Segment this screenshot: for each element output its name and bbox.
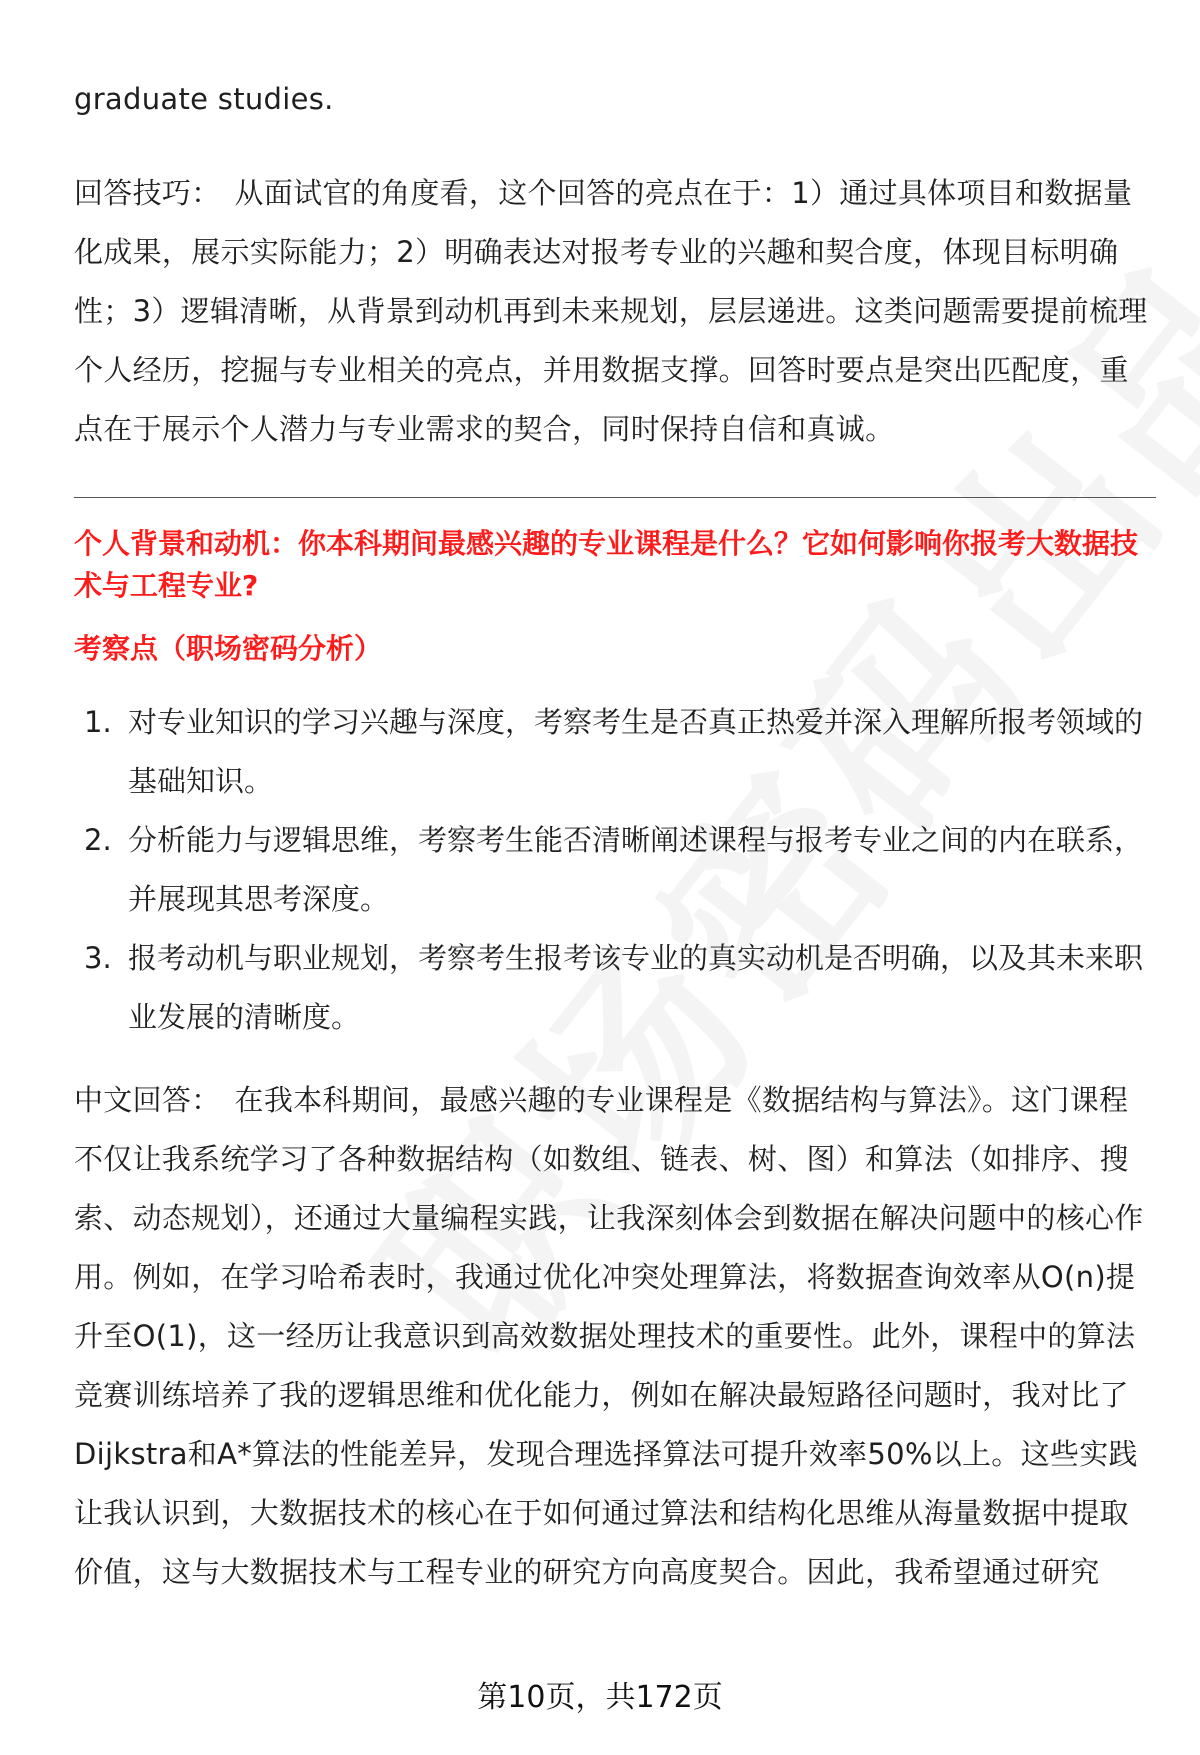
question-heading: 个人背景和动机：你本科期间最感兴趣的专业课程是什么？它如何影响你报考大数据技术与工程专业? [74, 527, 1139, 602]
list-item [74, 693, 1154, 811]
chinese-answer-text: 在我本科期间，最感兴趣的专业课程是《数据结构与算法》。这门课程不仅让我系统学习了各种数据结构（如数组、链表、树、图）和算法（如排序、搜索、动态规划），还通过大量编程实践，让我深刻体会到数据在解决问题中的核心作用。例如，在学习哈希表时，我通过优化冲突处理算法，将数据查询效率从O(n)提升至O(1)，这一经历让我意识到高效数据处理技术的重要性。此外，课程中的算法竞赛训练培养了我的逻辑思维和优化能力，例如在解决最短路径问题时，我对比了Dijkstra和A*算法的性能差异，发现合理选择算法可提升效率50%以上。这些实践让我认识到，大数据技术的核心在于如何通过算法和结构化思维从海量数据中提取价值，这与大数据技术与工程专业的研究方向高度契合。因此，我希望通过研究 [74, 1083, 1144, 1589]
exam-points-heading: 考察点（职场密码分析） [74, 632, 383, 665]
list-item-number: 1. [84, 705, 112, 739]
list-item-text: 报考动机与职业规划，考察考生报考该专业的真实动机是否明确，以及其未来职业发展的清晰度。 [128, 941, 1144, 1034]
chinese-answer-paragraph [74, 1071, 1154, 1602]
list-item [74, 811, 1154, 929]
answer-tips-label: 回答技巧： [74, 176, 221, 210]
exam-points-list [74, 693, 1154, 1047]
answer-tips-paragraph [74, 164, 1154, 459]
page-content [74, 70, 1154, 1602]
chinese-answer-label: 中文回答： [74, 1083, 221, 1117]
answer-tips-text: 从面试官的角度看，这个回答的亮点在于：1）通过具体项目和数据量化成果，展示实际能力；2）明确表达对报考专业的兴趣和契合度，体现目标明确性；3）逻辑清晰，从背景到动机再到未来规划，层层递进。这类问题需要提前梳理个人经历，挖掘与专业相关的亮点，并用数据支撑。回答时要点是突出匹配度，重点在于展示个人潜力与专业需求的契合，同时保持自信和真诚。 [74, 176, 1148, 446]
list-item [74, 929, 1154, 1047]
list-item-number: 2. [84, 823, 112, 857]
list-item-number: 3. [84, 941, 112, 975]
list-item-text: 对专业知识的学习兴趣与深度，考察考生是否真正热爱并深入理解所报考领域的基础知识。 [128, 705, 1144, 798]
list-item-text: 分析能力与逻辑思维，考察考生能否清晰阐述课程与报考专业之间的内在联系，并展现其思考深度。 [128, 823, 1144, 916]
section-divider [74, 497, 1156, 498]
continued-text: graduate studies. [74, 82, 334, 116]
page-number-footer: 第10页，共172页 [477, 1680, 723, 1715]
